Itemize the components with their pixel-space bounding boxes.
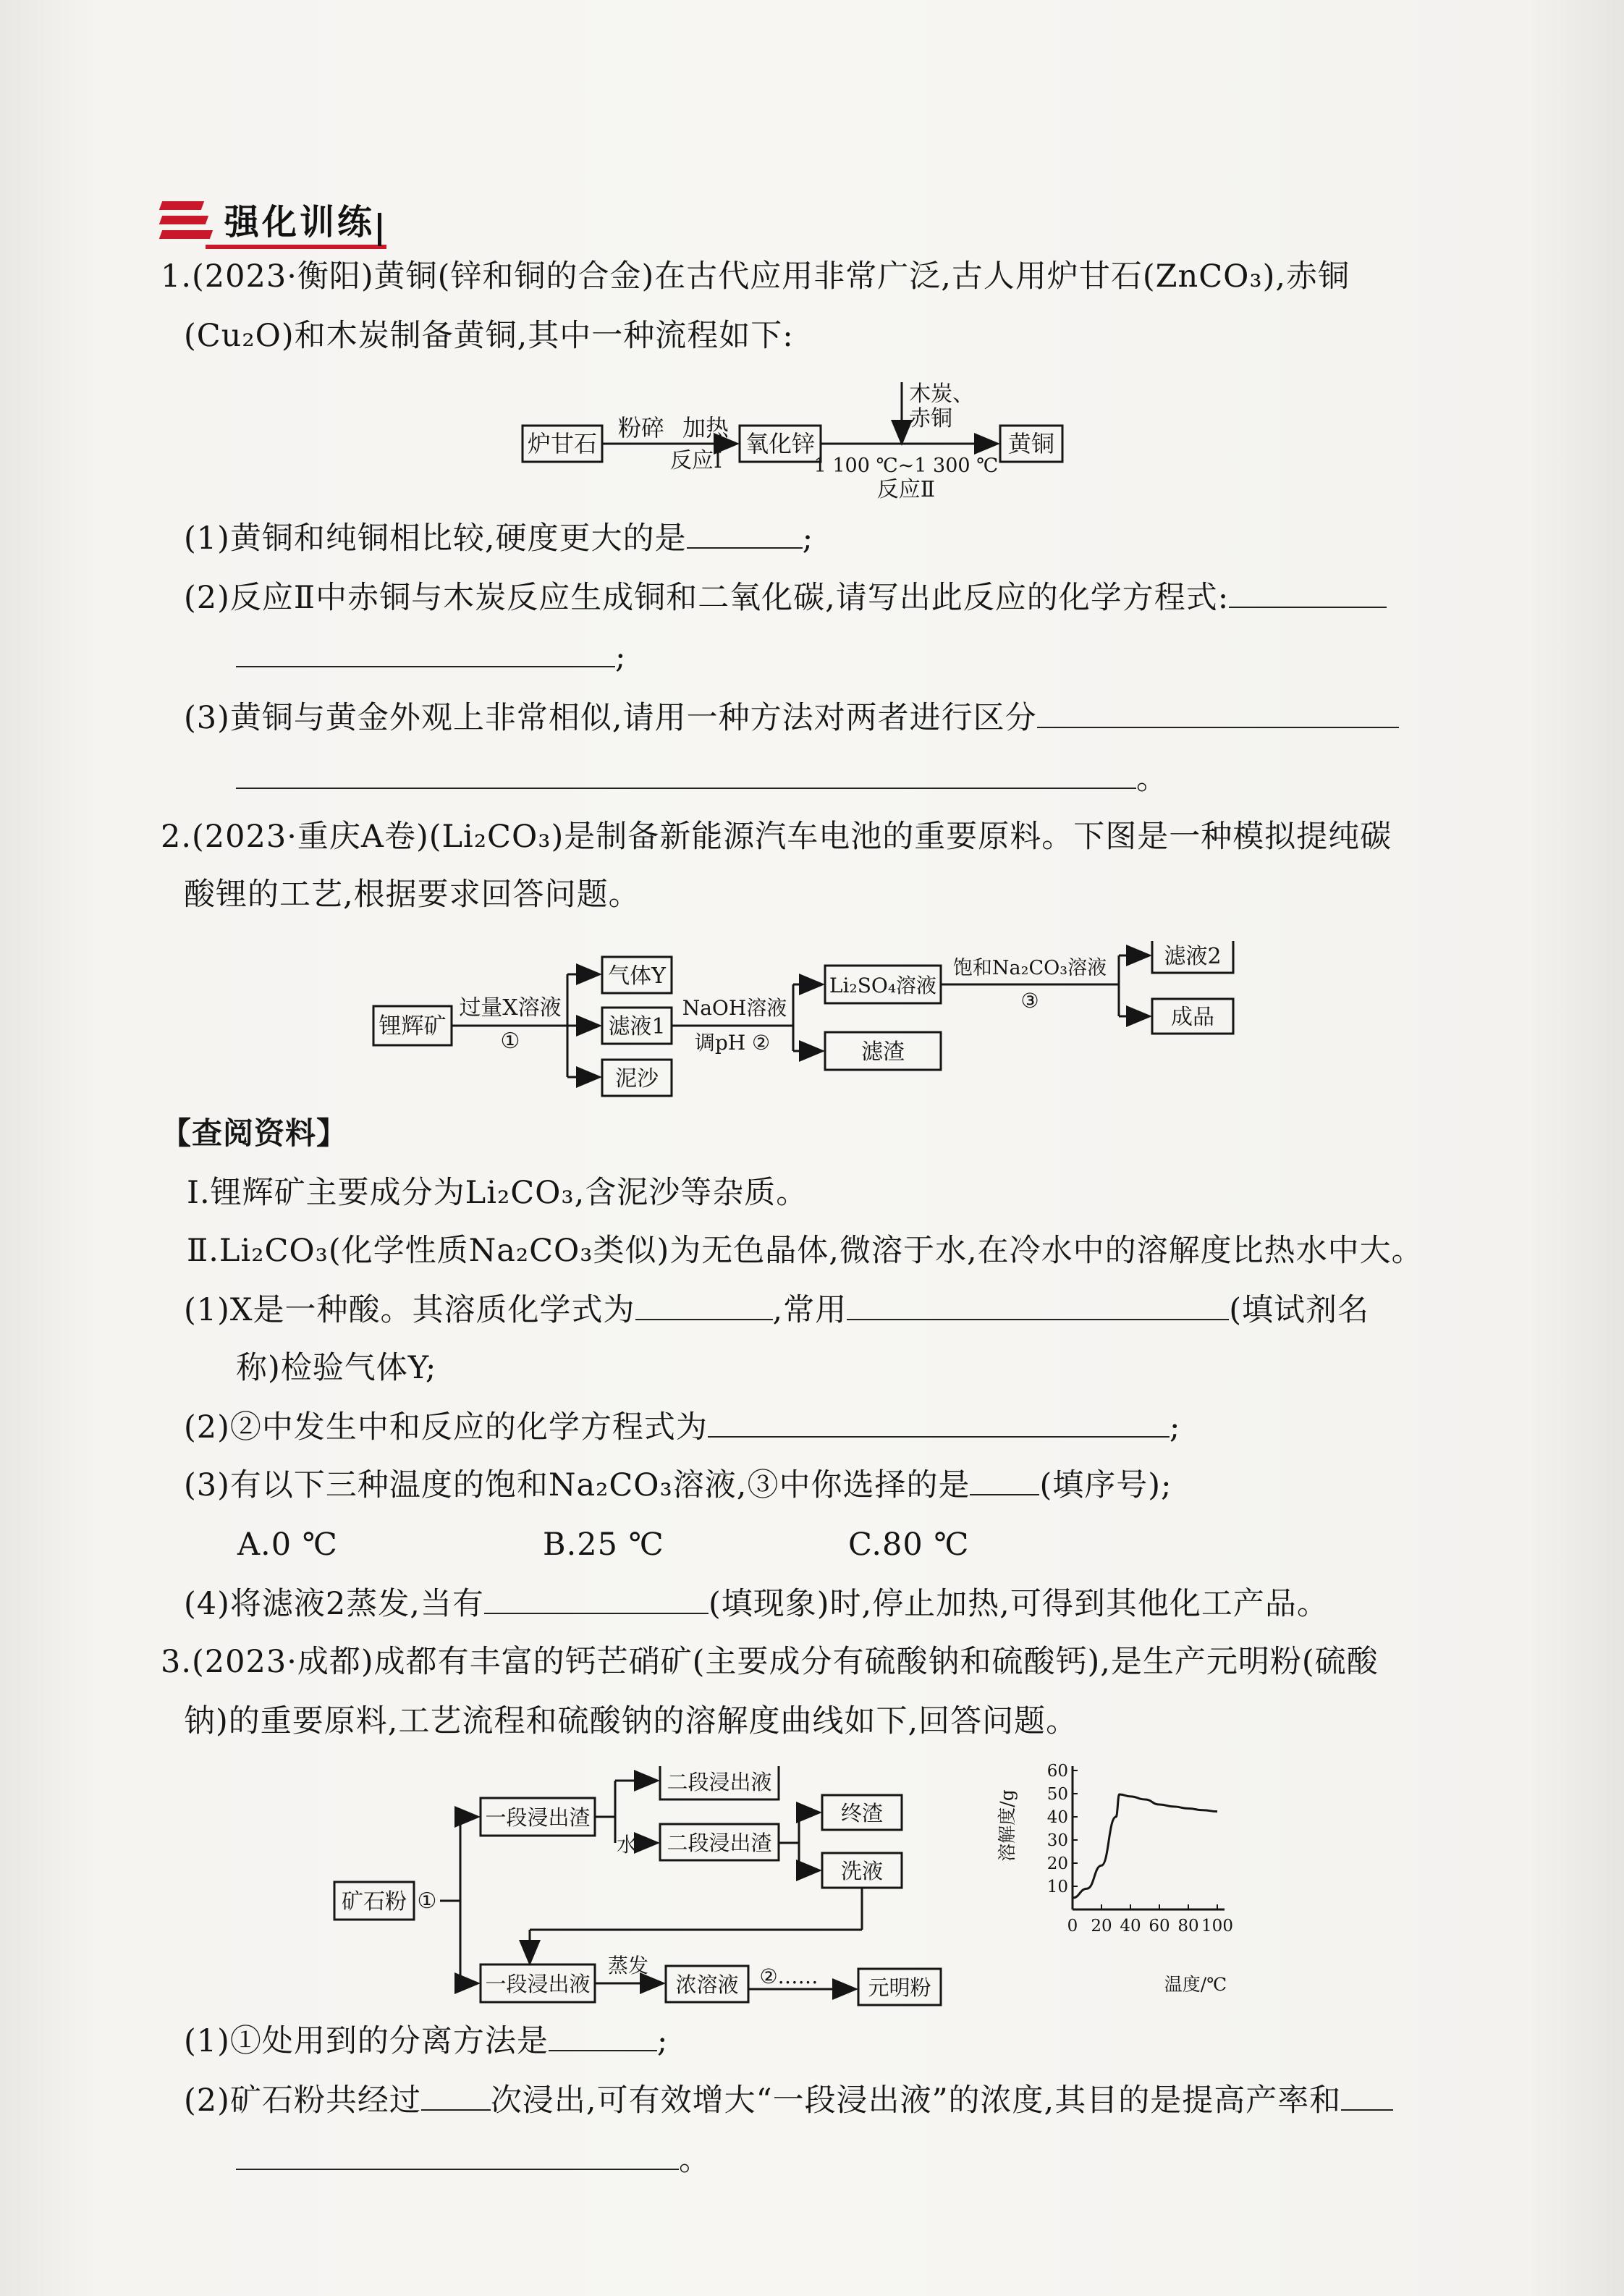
q2-box-residue-label: 滤渣 — [861, 1039, 905, 1065]
q1-flowchart — [507, 369, 1143, 507]
q2-reference-title: 【查阅资料】 — [161, 1115, 348, 1151]
q2-answer4-blank[interactable] — [484, 1587, 709, 1614]
q2-reagent: 过量X溶液 — [459, 995, 562, 1021]
chart-x-tick-label: 60 — [1149, 1917, 1170, 1936]
q3-box-ext2-label: 二段浸出液 — [667, 1770, 772, 1794]
q2-naoh: NaOH溶液 — [682, 996, 787, 1020]
q1-part3: (3)黄铜与黄金外观上非常相似,请用一种方法对两者进行区分 — [184, 698, 1399, 738]
chart-y-tick-label: 50 — [1046, 1785, 1068, 1804]
q2-answer2-blank[interactable] — [708, 1410, 1170, 1438]
q2-part1: (1)X是一种酸。其溶质化学式为 ,常用 (填试剂名 — [184, 1292, 1369, 1328]
q2-sat-na2co3: 饱和Na₂CO₃溶液 — [952, 957, 1107, 979]
q2-reference-2: Ⅱ.Li₂CO₃(化学性质Na₂CO₃类似)为无色晶体,微溶于水,在冷水中的溶解度比热水中大。 — [187, 1233, 1424, 1269]
q1-stem-line1: 1.(2023·衡阳)黄铜(锌和铜的合金)在古代应用非常广泛,古人用炉甘石(ZnCO₃),赤铜 — [161, 258, 1350, 295]
q2-flowchart — [362, 941, 1266, 1115]
q2-box-product-label: 成品 — [1171, 1005, 1214, 1030]
q3-part2-cont: 。 — [236, 2140, 711, 2180]
q2-stem-line1: 2.(2023·重庆A卷)(Li₂CO₃)是制备新能源汽车电池的重要原料。下图是一种模拟提纯碳 — [161, 819, 1392, 855]
q1-answer2-blank-b[interactable] — [236, 640, 615, 667]
q3-step2: ②…… — [759, 1964, 819, 1988]
q3-water: 水 — [616, 1833, 638, 1857]
chart-x-tick-label: 0 — [1067, 1917, 1078, 1936]
section-title: 强化训练 — [224, 202, 376, 242]
q3-stem-line2: 钠)的重要原料,工艺流程和硫酸钠的溶解度曲线如下,回答问题。 — [184, 1703, 1078, 1739]
q3-box-product-label: 元明粉 — [868, 1975, 931, 2000]
q1-reaction1: 反应Ⅰ — [670, 448, 722, 473]
q1-add-charcoal: 木炭、 — [909, 381, 974, 407]
q1-answer1-blank[interactable] — [687, 521, 803, 549]
q1-part1: (1)黄铜和纯铜相比较,硬度更大的是 ; — [184, 520, 814, 557]
q3-stem-line1: 3.(2023·成都)成都有丰富的钙芒硝矿(主要成分有硫酸钠和硫酸钙),是生产元明粉(硫酸 — [161, 1644, 1379, 1680]
q3-box-conc-label: 浓溶液 — [675, 1972, 739, 1997]
chart-x-tick-label: 100 — [1201, 1917, 1233, 1936]
q3-answer2-purpose-blank-a[interactable] — [1341, 2083, 1393, 2111]
q3-box-residue2-label: 二段浸出渣 — [667, 1831, 772, 1855]
q3-box-residue1-label: 一段浸出渣 — [485, 1805, 591, 1830]
q1-answer3-blank-a[interactable] — [1037, 701, 1399, 728]
chart-x-axis-label: 温度/℃ — [1164, 1974, 1227, 1995]
q1-temperature: 1 100 ℃~1 300 ℃ — [813, 455, 999, 477]
q1-part2: (2)反应Ⅱ中赤铜与木炭反应生成铜和二氧化碳,请写出此反应的化学方程式: — [184, 578, 1387, 618]
q2-option-c[interactable]: C.80 ℃ — [848, 1527, 970, 1563]
q1-answer2-blank-a[interactable] — [1229, 581, 1387, 608]
q3-box-final-residue-label: 终渣 — [840, 1801, 884, 1826]
section-header — [161, 195, 385, 250]
chart-y-tick-label: 60 — [1046, 1762, 1068, 1781]
q3-step1: ① — [417, 1888, 437, 1914]
q1-answer3-blank-b[interactable] — [236, 761, 1136, 789]
q3-answer1-blank[interactable] — [549, 2024, 657, 2051]
q1-add-cu2o: 赤铜 — [909, 406, 952, 431]
q3-flowchart — [318, 1766, 984, 2012]
solubility-chart — [991, 1744, 1266, 1998]
q2-part2: (2)②中发生中和反应的化学方程式为 ; — [184, 1409, 1181, 1445]
q1-box-zno-label: 氧化锌 — [745, 430, 816, 457]
chart-y-tick-label: 30 — [1046, 1831, 1068, 1850]
q2-answer1-formula-blank[interactable] — [635, 1293, 773, 1320]
q2-adjust-ph: 调pH ② — [694, 1031, 771, 1055]
q2-option-a[interactable]: A.0 ℃ — [237, 1527, 338, 1563]
q2-box-li2so4-label: Li₂SO₄溶液 — [829, 974, 937, 997]
chart-series-line — [1073, 1794, 1217, 1898]
q2-answer3-blank[interactable] — [970, 1468, 1039, 1495]
q1-step-crush: 粉碎 — [617, 414, 665, 442]
q2-option-b[interactable]: B.25 ℃ — [543, 1527, 664, 1563]
q2-stem-line2: 酸锂的工艺,根据要求回答问题。 — [184, 877, 640, 913]
chart-y-tick-label: 10 — [1046, 1878, 1068, 1896]
q2-reference-1: Ⅰ.锂辉矿主要成分为Li₂CO₃,含泥沙等杂质。 — [187, 1175, 808, 1211]
q1-part3-cont: 。 — [236, 759, 1168, 799]
q2-answer1-reagent-blank[interactable] — [847, 1293, 1229, 1320]
q3-answer2-purpose-blank-b[interactable] — [236, 2143, 679, 2170]
q2-part4: (4)将滤液2蒸发,当有 (填现象)时,停止加热,可得到其他化工产品。 — [184, 1586, 1329, 1622]
q3-part1: (1)①处用到的分离方法是 ; — [184, 2023, 669, 2059]
section-underline — [206, 245, 386, 249]
chart-x-tick-label: 80 — [1177, 1917, 1199, 1936]
q3-evaporate: 蒸发 — [607, 1954, 649, 1978]
q1-part2-cont: ; — [236, 637, 627, 678]
q1-stem-line2: (Cu₂O)和木炭制备黄铜,其中一种流程如下: — [184, 318, 794, 354]
chart-y-tick-label: 40 — [1046, 1808, 1068, 1827]
q1-box-ore-label: 炉甘石 — [527, 430, 598, 457]
chart-x-tick-label: 20 — [1091, 1917, 1112, 1936]
q3-box-wash-label: 洗液 — [840, 1859, 884, 1883]
q2-box-ore-label: 锂辉矿 — [378, 1013, 447, 1039]
q2-box-sand-label: 泥沙 — [615, 1066, 659, 1092]
q3-answer2-count-blank[interactable] — [421, 2083, 491, 2111]
chart-y-tick-label: 20 — [1046, 1854, 1068, 1873]
q1-box-brass-label: 黄铜 — [1007, 430, 1055, 457]
section-header-stripes-icon — [161, 201, 211, 245]
q2-part1-cont: 称)检验气体Y; — [236, 1350, 437, 1386]
q2-step3: ③ — [1020, 989, 1039, 1013]
chart-axes — [1073, 1766, 1225, 1909]
q3-box-liquid1-label: 一段浸出液 — [485, 1972, 591, 1996]
q1-reaction2: 反应Ⅱ — [876, 477, 936, 502]
q1-step-heat: 加热 — [682, 414, 729, 442]
chart-x-tick-label: 40 — [1120, 1917, 1141, 1936]
q2-box-filtrate1-label: 滤液1 — [608, 1014, 666, 1039]
q2-step1: ① — [500, 1029, 520, 1054]
section-end-mark — [378, 213, 381, 246]
q3-box-ore-label: 矿石粉 — [342, 1889, 407, 1915]
q3-part2: (2)矿石粉共经过 次浸出,可有效增大“一段浸出液”的浓度,其目的是提高产率和 — [184, 2080, 1393, 2121]
q2-box-gas-label: 气体Y — [608, 963, 666, 989]
chart-y-axis-label: 溶解度/g — [997, 1789, 1018, 1862]
q2-box-filtrate2-label: 滤液2 — [1164, 944, 1222, 969]
q2-part3: (3)有以下三种温度的饱和Na₂CO₃溶液,③中你选择的是 (填序号); — [184, 1467, 1172, 1503]
